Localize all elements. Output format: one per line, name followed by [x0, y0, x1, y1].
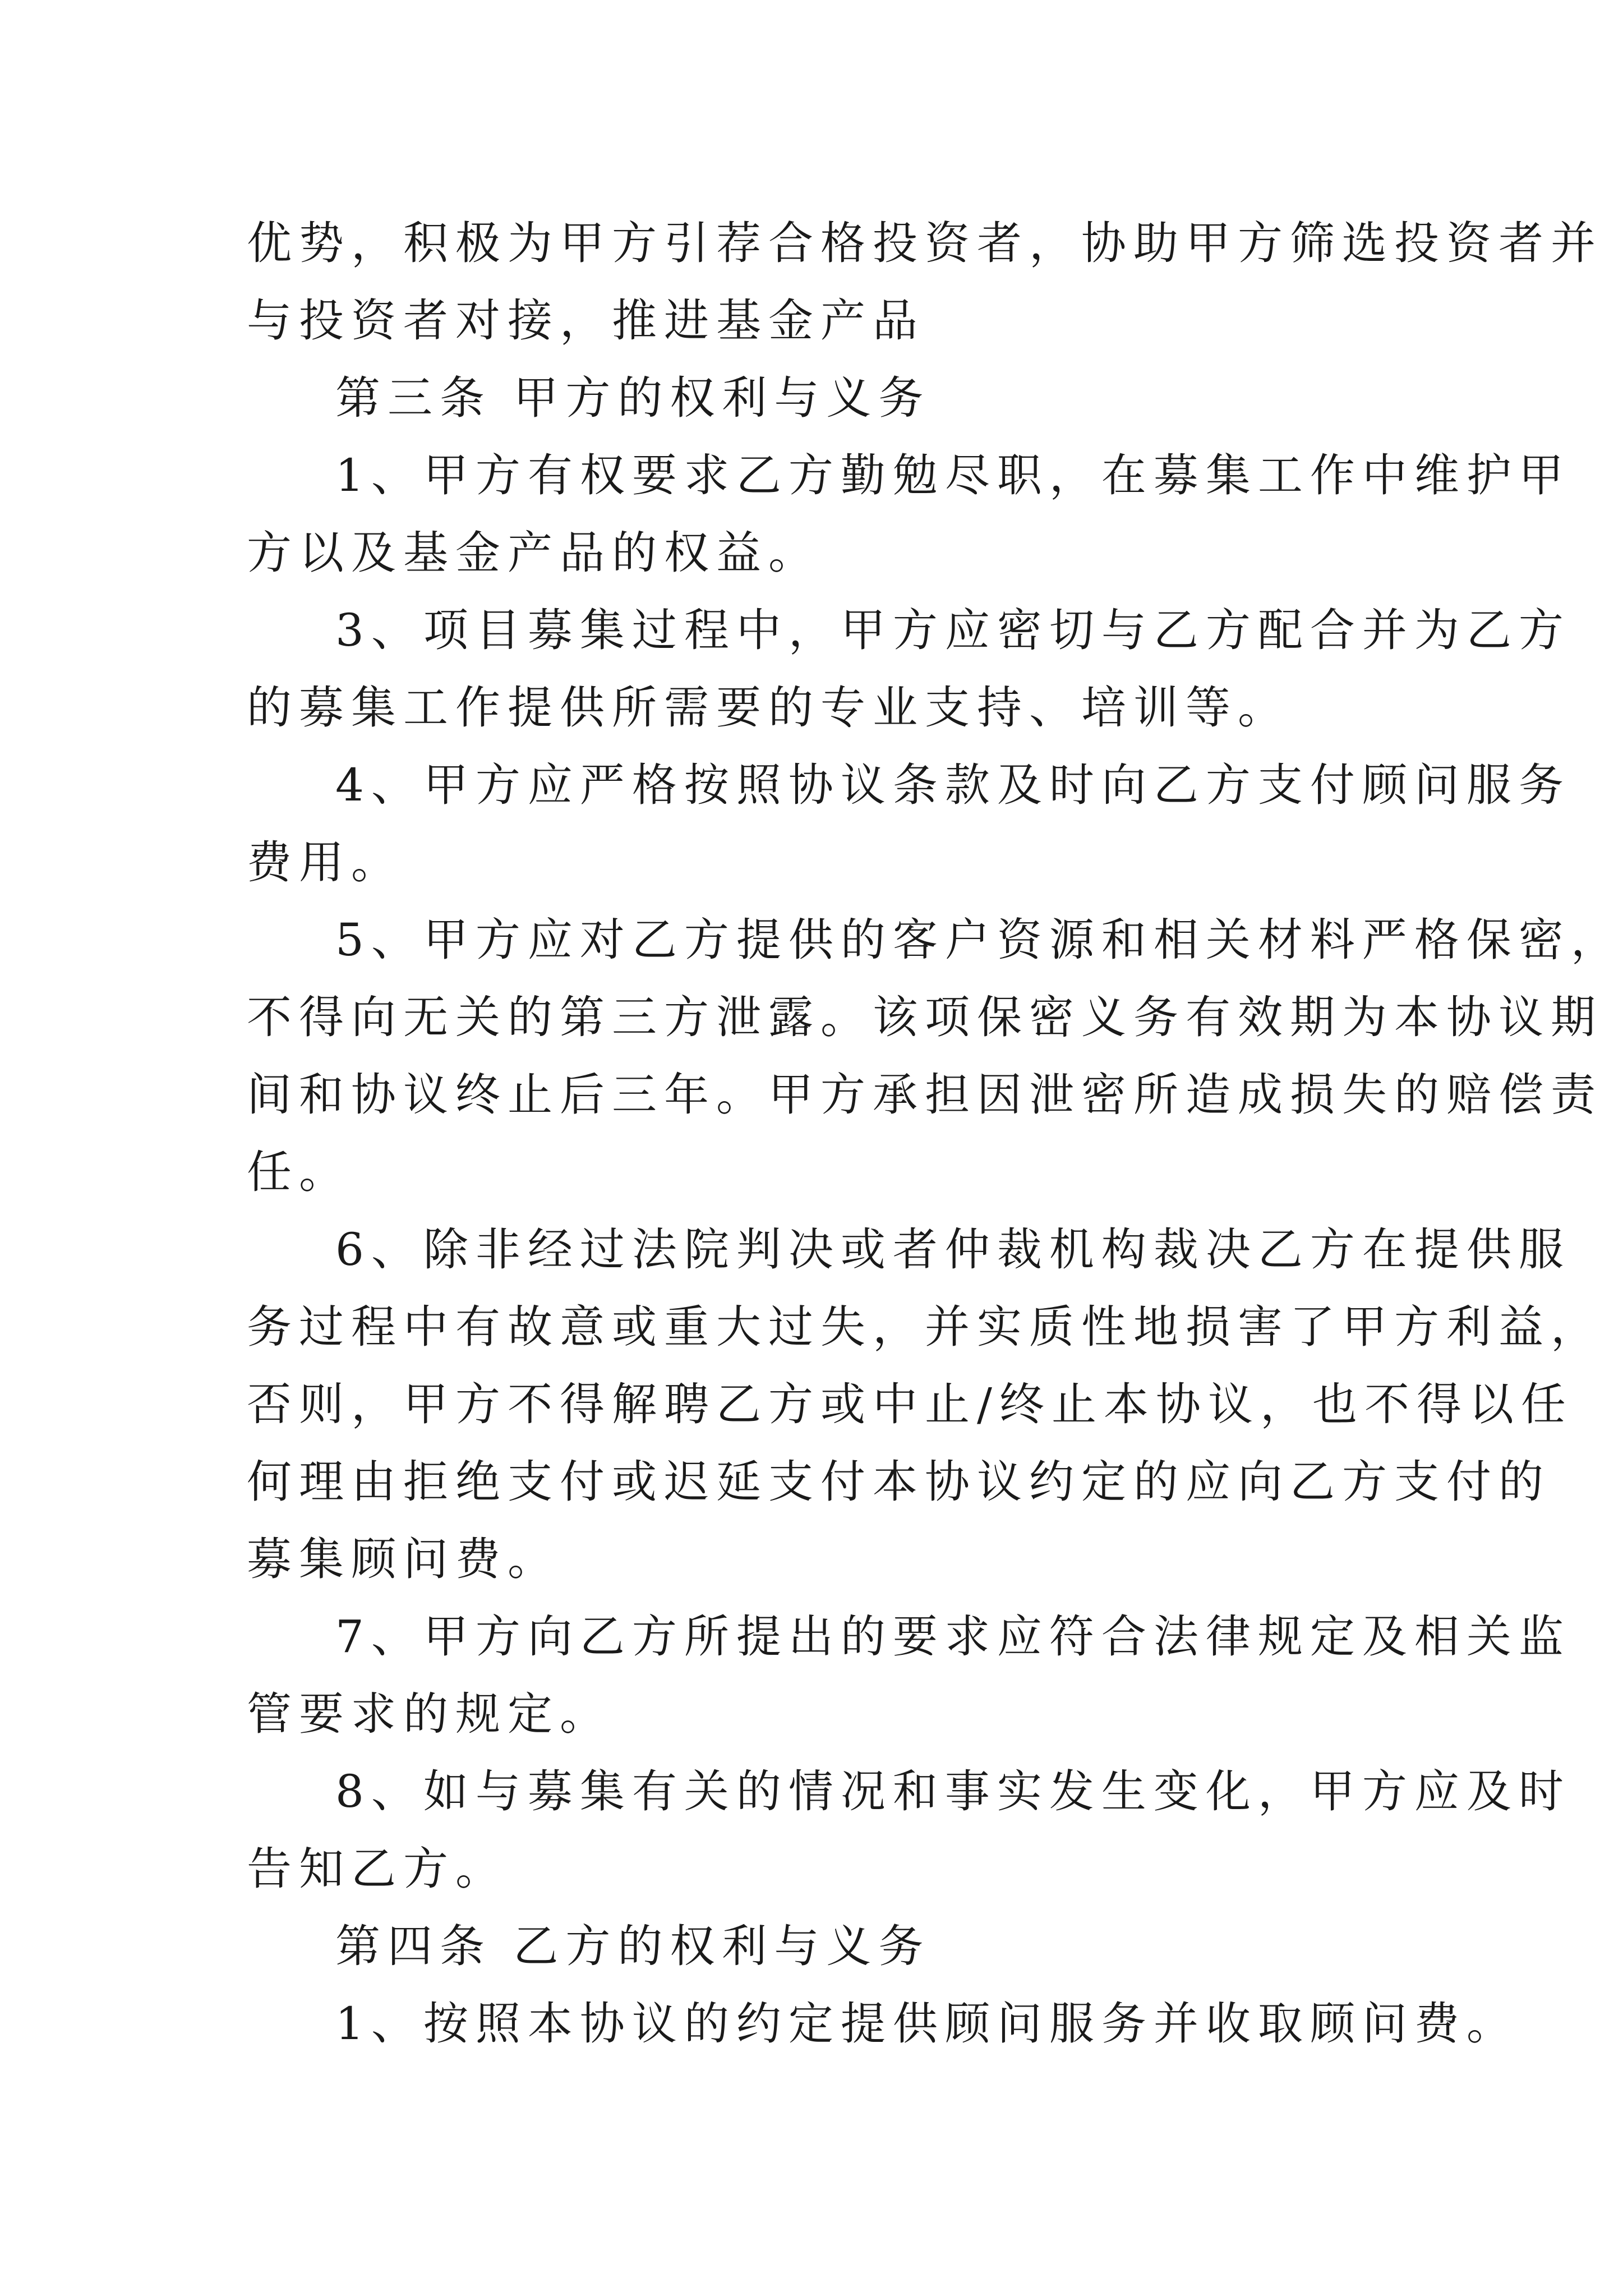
text-line: 与投资者对接，推进基金产品 [247, 295, 925, 347]
text-line: 4、甲方应严格按照协议条款及时向乙方支付顾问服务 [335, 759, 1571, 811]
text-line: 不得向无关的第三方泄露。该项保密义务有效期为本协议期 [247, 991, 1603, 1043]
text-line: 何理由拒绝支付或迟延支付本协议约定的应向乙方支付的 [247, 1456, 1551, 1508]
text-line: 5、甲方应对乙方提供的客户资源和相关材料严格保密， [335, 914, 1623, 966]
text-line: 任。 [247, 1146, 351, 1198]
text-line: 间和协议终止后三年。甲方承担因泄密所造成损失的赔偿责 [247, 1069, 1603, 1121]
text-line: 方以及基金产品的权益。 [247, 527, 820, 579]
text-line: 的募集工作提供所需要的专业支持、培训等。 [247, 682, 1290, 734]
text-line: 费用。 [247, 836, 403, 889]
text-line: 否则，甲方不得解聘乙方或中止/终止本协议，也不得以任 [247, 1378, 1573, 1430]
text-line: 6、除非经过法院判决或者仲裁机构裁决乙方在提供服 [335, 1223, 1571, 1276]
section-heading-article-4: 第四条 乙方的权利与义务 [335, 1920, 931, 1972]
section-heading-article-3: 第三条 甲方的权利与义务 [335, 372, 931, 424]
text-line: 优势，积极为甲方引荐合格投资者，协助甲方筛选投资者并 [247, 217, 1603, 269]
text-line: 告知乙方。 [247, 1843, 508, 1895]
text-line: 管要求的规定。 [247, 1688, 612, 1740]
text-line: 1、按照本协议的约定提供顾问服务并收取顾问费。 [335, 1998, 1519, 2050]
text-line: 7、甲方向乙方所提出的要求应符合法律规定及相关监 [335, 1611, 1571, 1663]
text-line: 务过程中有故意或重大过失，并实质性地损害了甲方利益， [247, 1301, 1603, 1353]
text-line: 3、项目募集过程中，甲方应密切与乙方配合并为乙方 [335, 604, 1571, 656]
text-line: 募集顾问费。 [247, 1533, 560, 1585]
text-line: 1、甲方有权要求乙方勤勉尽职，在募集工作中维护甲 [335, 449, 1571, 501]
text-line: 8、如与募集有关的情况和事实发生变化，甲方应及时 [335, 1765, 1571, 1818]
